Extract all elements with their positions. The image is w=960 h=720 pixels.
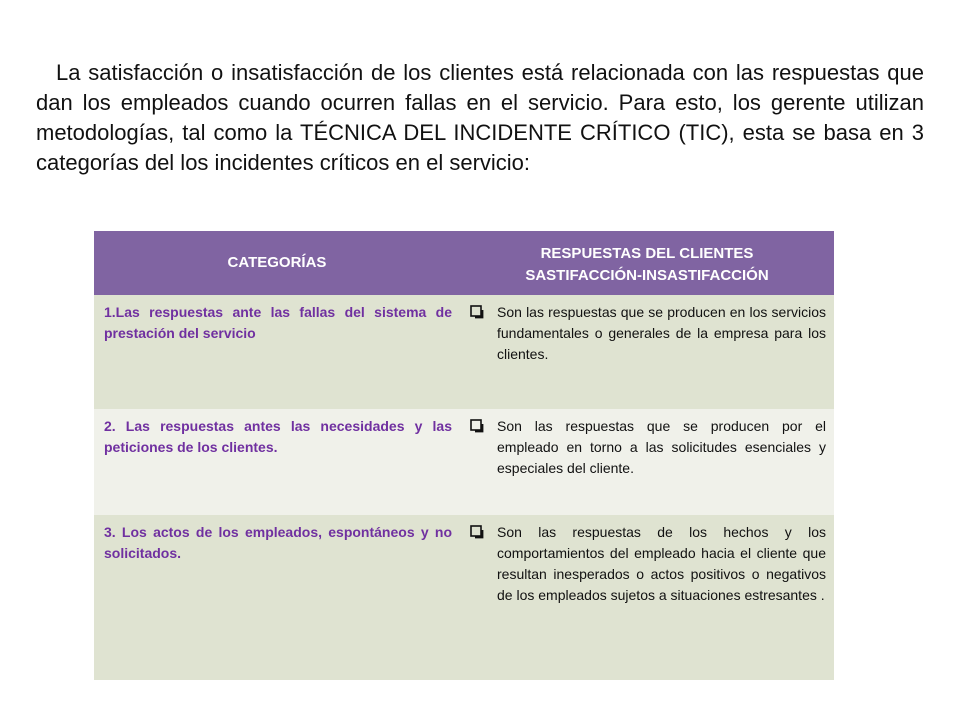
table-row: [94, 409, 834, 515]
response-text: Son las respuestas que se producen por el empleado en torno a las solicitudes esenciales y especiales del cliente.: [497, 418, 826, 476]
table-row: [94, 515, 834, 680]
response-text: Son las respuestas de los hechos y los comportamientos del empleado hacia el cliente que resultan inesperados o actos positivos o negativos de los empleados sujetos a situaciones estresantes .: [497, 524, 826, 603]
intro-paragraph: La satisfacción o insatisfacción de los clientes está relacionada con las respuestas que dan los empleados cuando ocurren fallas en el servicio. Para esto, los gerente utilizan metodologías, tal como la TÉCNICA DEL INCIDENTE CRÍTICO (TIC), esta se basa en 3 categorías del los incidentes críticos en el servicio:: [36, 60, 924, 175]
square-bullet-icon: [470, 305, 484, 319]
header-respuestas: [460, 231, 834, 295]
response-cell: [460, 515, 834, 680]
category-cell: 1.Las respuestas ante las fallas del sistema de prestación del servicio: [94, 295, 460, 409]
header-categorias-label: CATEGORÍAS: [227, 254, 327, 271]
square-bullet-icon: [470, 525, 484, 539]
categories-table: [94, 231, 834, 680]
square-bullet-icon: [470, 419, 484, 433]
response-cell: [460, 409, 834, 515]
header-respuestas-line1: RESPUESTAS DEL CLIENTES: [540, 245, 754, 262]
category-cell: 3. Los actos de los empleados, espontáneos y no solicitados.: [94, 515, 460, 680]
response-text: Son las respuestas que se producen en los servicios fundamentales o generales de la empresa para los clientes.: [497, 304, 826, 362]
table-header-row: [94, 231, 834, 295]
header-categorias: [94, 231, 460, 295]
table-row: [94, 295, 834, 409]
header-respuestas-line2: SASTIFACCIÓN-INSASTIFACCIÓN: [525, 267, 769, 284]
category-cell: 2. Las respuestas antes las necesidades y las peticiones de los clientes.: [94, 409, 460, 515]
response-cell: [460, 295, 834, 409]
